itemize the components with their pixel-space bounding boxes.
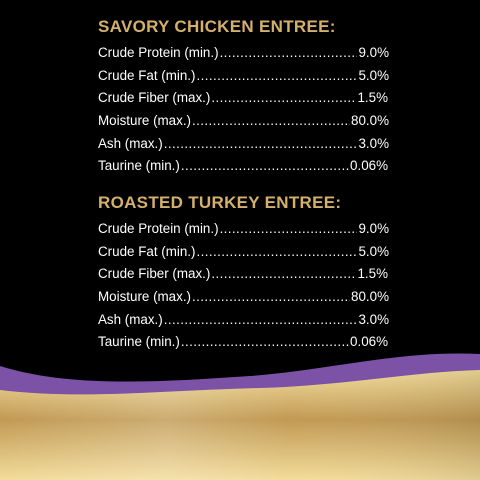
section-title: ROASTED TURKEY ENTREE:	[98, 193, 342, 212]
analysis-row	[98, 241, 389, 264]
row-label: Taurine (min.)	[98, 334, 180, 350]
dot-leader	[192, 286, 350, 309]
row-label: Crude Fat (min.)	[98, 67, 196, 83]
row-label: Moisture (max.)	[98, 289, 192, 305]
analysis-row	[98, 263, 388, 286]
dot-leader	[220, 218, 358, 241]
row-value: 1.5%	[357, 266, 388, 282]
section-title: SAVORY CHICKEN ENTREE:	[98, 17, 336, 36]
row-value: 0.06%	[350, 158, 388, 174]
dot-leader	[211, 87, 356, 110]
row-value: 80.0%	[351, 113, 389, 129]
analysis-row	[98, 110, 389, 133]
row-label: Crude Fat (min.)	[98, 243, 196, 259]
dot-leader	[164, 309, 358, 332]
row-label: Moisture (max.)	[98, 113, 192, 129]
row-label: Ash (max.)	[98, 135, 163, 151]
row-label: Ash (max.)	[98, 311, 163, 327]
row-value: 3.0%	[358, 311, 389, 327]
analysis-row	[98, 309, 389, 332]
dot-leader	[196, 65, 357, 88]
dot-leader	[211, 263, 356, 286]
row-value: 9.0%	[358, 221, 389, 236]
analysis-row	[98, 87, 388, 110]
row-value: 5.0%	[358, 67, 389, 83]
dot-leader	[192, 110, 350, 133]
row-label: Taurine (min.)	[98, 158, 180, 174]
analysis-row	[98, 65, 389, 88]
row-label: Crude Protein (min.)	[98, 221, 219, 236]
dot-leader	[196, 241, 357, 264]
row-label: Crude Fiber (max.)	[98, 266, 211, 282]
row-value: 5.0%	[358, 243, 389, 259]
analysis-row	[98, 42, 389, 65]
analysis-row	[98, 155, 388, 178]
savory-chicken-section	[98, 15, 398, 178]
analysis-row	[98, 133, 389, 156]
row-value: 3.0%	[358, 135, 389, 151]
dot-leader	[164, 133, 358, 156]
row-value: 80.0%	[351, 289, 389, 305]
roasted-turkey-section	[98, 191, 398, 354]
row-label: Crude Fiber (max.)	[98, 90, 211, 106]
dot-leader	[181, 155, 349, 178]
dot-leader	[220, 42, 358, 65]
row-value: 0.06%	[350, 334, 388, 350]
row-value: 9.0%	[358, 45, 389, 60]
analysis-row	[98, 286, 389, 309]
row-label: Crude Protein (min.)	[98, 45, 219, 60]
analysis-row	[98, 218, 389, 241]
decorative-wave-band	[0, 340, 480, 480]
row-value: 1.5%	[357, 90, 388, 106]
